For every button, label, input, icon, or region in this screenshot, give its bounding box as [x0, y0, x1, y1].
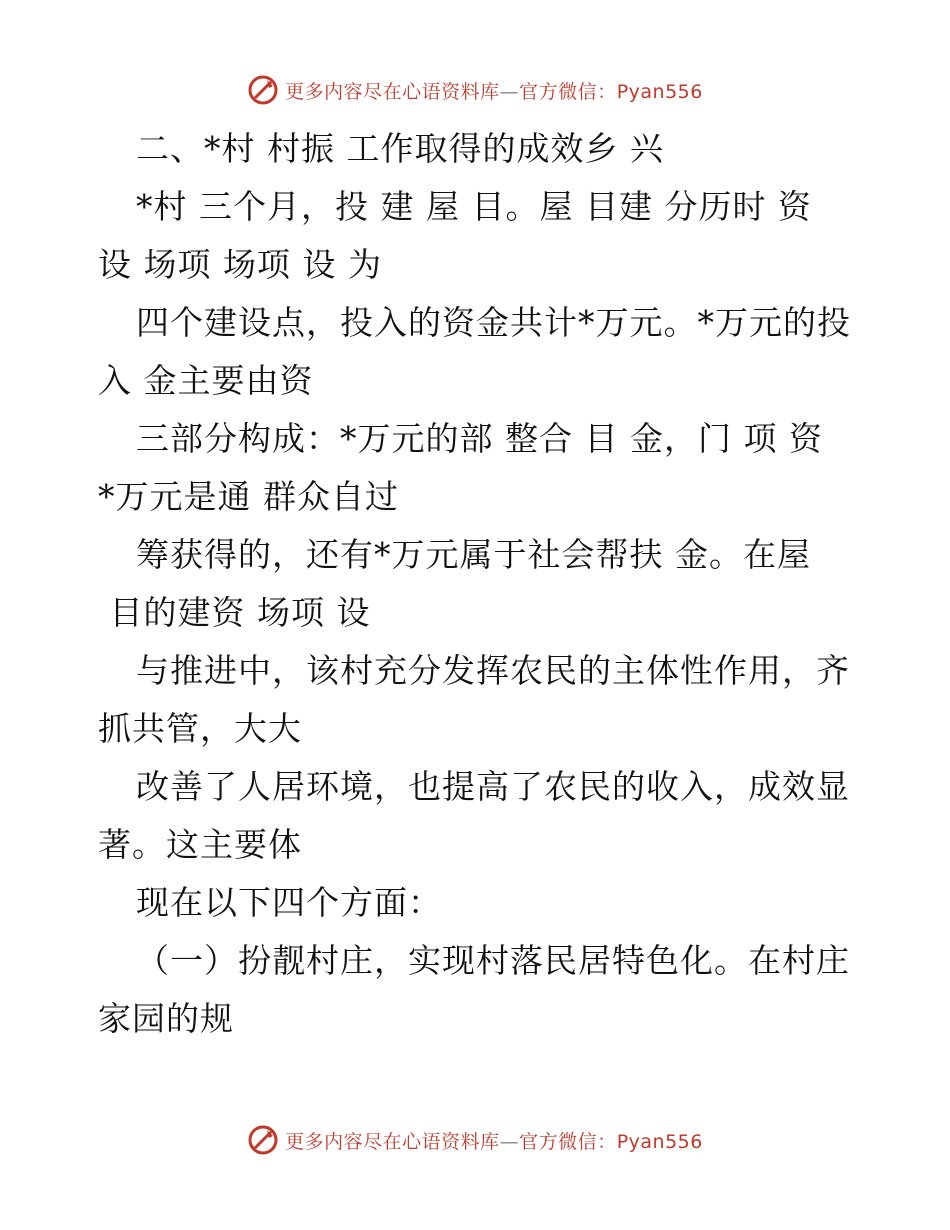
footer-banner — [0, 1120, 950, 1160]
logo-icon — [247, 74, 279, 106]
text-line: *万元是通 群众自过 — [98, 477, 399, 516]
banner-text: 更多内容尽在心语资料库—官方微信：Pyan556 — [285, 80, 703, 103]
document-body — [98, 120, 858, 1048]
text-line: 家园的规 — [98, 999, 234, 1038]
text-line: 筹获得的，还有*万元属于社会帮扶 金。在屋 — [136, 535, 811, 574]
text-line: 三部分构成：*万元的部 整合 目 金，门 项 资 — [136, 419, 823, 458]
banner-text: 更多内容尽在心语资料库—官方微信：Pyan556 — [285, 1130, 703, 1153]
text-line: 现在以下四个方面： — [136, 883, 442, 922]
header-banner — [0, 70, 950, 110]
text-line: 著。这主要体 — [98, 825, 302, 864]
logo-icon — [247, 1124, 279, 1156]
text-line: 改善了人居环境，也提高了农民的收入，成效显 — [136, 767, 850, 806]
text-line: 设 场项 场项 设 为 — [98, 245, 382, 284]
text-line: *村 三个月，投 建 屋 目。屋 目建 分历时 资 — [136, 187, 812, 226]
text-line: 入 金主要由资 — [98, 361, 314, 400]
text-line: 目的建资 场项 设 — [98, 593, 371, 632]
text-line: 二、*村 村振 工作取得的成效乡 兴 — [136, 129, 664, 168]
text-line: 与推进中，该村充分发挥农民的主体性作用，齐 — [136, 651, 850, 690]
text-line: 抓共管，大大 — [98, 709, 302, 748]
text-line: （一）扮靓村庄，实现村落民居特色化。在村庄 — [136, 941, 850, 980]
text-line: 四个建设点，投入的资金共计*万元。*万元的投 — [136, 303, 851, 342]
